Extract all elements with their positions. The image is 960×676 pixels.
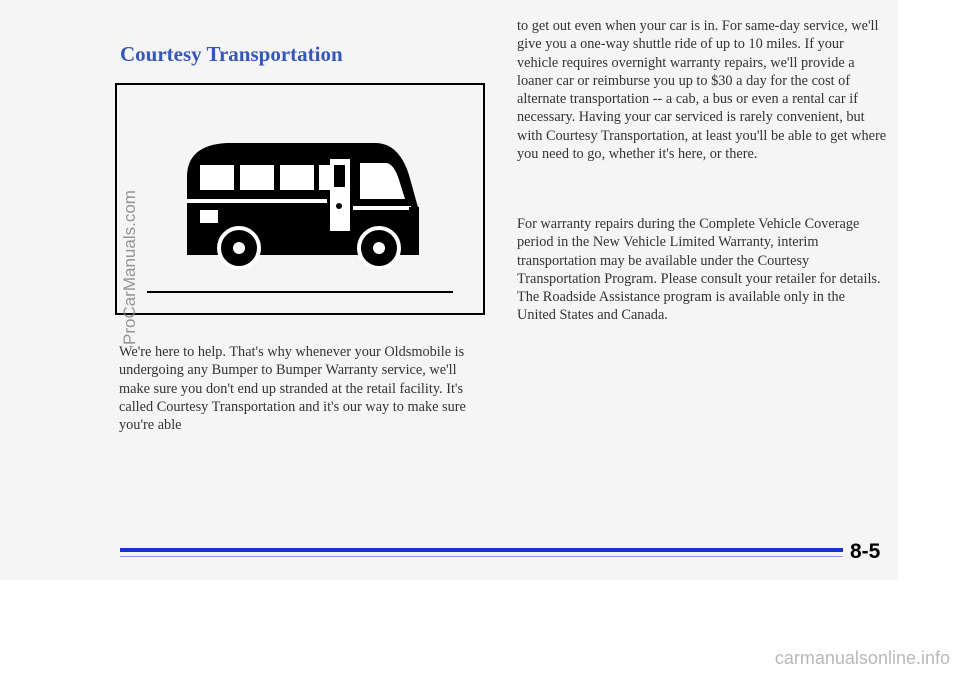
- side-watermark: ProCarManuals.com: [120, 190, 139, 345]
- shuttle-paragraph: to get out even when your car is in. For same-day service, we'll give you a one-way shuttle ride of up to 10 miles. If your vehicle requires overnight warranty repairs, we'll provide a loaner car or reimburse you up to $30 a day for the cost of alternate transportation -- a cab, a bus or even a rental car if necessary. Having your car serviced is rarely convenient, but with Courtesy Transportation, at least you'll be able to get where you need to go, whether it's here, or there.: [517, 18, 887, 163]
- bus-window-1: [200, 165, 234, 190]
- bus-door-handle: [336, 203, 342, 209]
- bus-rear-panel: [200, 210, 218, 223]
- intro-paragraph: We're here to help. That's why whenever your Oldsmobile is undergoing any Bumper to Bumper Warranty service, we'll make sure you don't end up stranded at the retail facility. It's called Courtesy Transportation and it's our way to make sure you're able: [119, 344, 466, 434]
- bus-window-3: [280, 165, 314, 190]
- bus-window-2: [240, 165, 274, 190]
- bus-door-window: [334, 165, 345, 187]
- page-number: 8-5: [850, 540, 881, 563]
- section-title: Courtesy Transportation: [120, 42, 343, 66]
- bottom-watermark: carmanualsonline.info: [774, 648, 950, 668]
- bus-front-bumper: [409, 207, 419, 229]
- footer-rule-thin: [120, 556, 843, 557]
- shuttle-illustration-frame: [115, 83, 485, 315]
- bus-stripe-front: [353, 206, 411, 210]
- bus-stripe: [187, 199, 327, 203]
- warranty-paragraph: For warranty repairs during the Complete Vehicle Coverage period in the New Vehicle Limited Warranty, interim transportation may be available under the Courtesy Transportation Program. Please consult your retailer for details. The Roadside Assistance program is available only in the United States and Canada.: [517, 216, 881, 324]
- footer-rule: [120, 548, 843, 552]
- ground-line: [147, 291, 453, 293]
- shuttle-bus-icon: [117, 85, 483, 313]
